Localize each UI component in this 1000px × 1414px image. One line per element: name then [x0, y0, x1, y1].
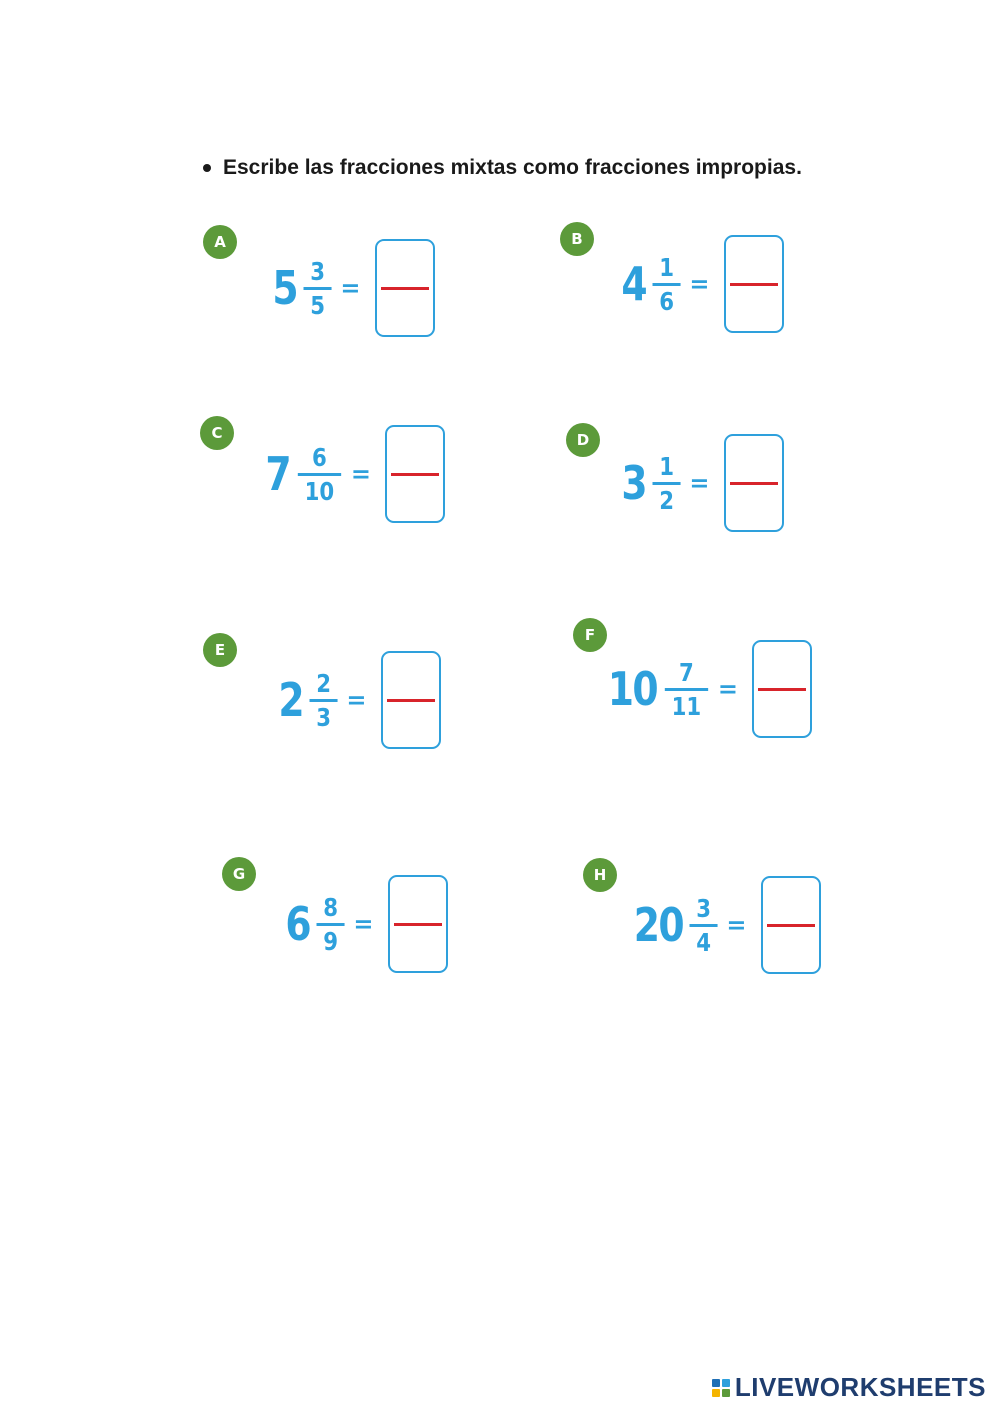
- exercise-e: [203, 633, 503, 763]
- numerator: 6: [312, 442, 327, 472]
- fraction: [317, 892, 345, 956]
- numerator: 1: [659, 451, 675, 481]
- mixed-fraction-expression: [280, 875, 448, 973]
- mixed-fraction-expression: [597, 640, 812, 738]
- equals-sign: =: [346, 686, 367, 714]
- denominator: 4: [696, 927, 712, 957]
- fraction: [298, 442, 341, 506]
- answer-input[interactable]: [761, 876, 821, 974]
- whole-number: 4: [621, 257, 647, 311]
- exercise-badge: G: [222, 857, 256, 891]
- numerator: 2: [316, 668, 332, 698]
- answer-fraction-line: [381, 287, 429, 290]
- mixed-fraction-expression: [616, 434, 784, 532]
- answer-input[interactable]: [381, 651, 441, 749]
- whole-number: 5: [272, 261, 298, 315]
- equals-sign: =: [726, 911, 747, 939]
- fraction: [653, 451, 681, 515]
- answer-input[interactable]: [375, 239, 435, 337]
- fraction: [310, 668, 338, 732]
- answer-input[interactable]: [385, 425, 445, 523]
- denominator: 9: [323, 926, 339, 956]
- exercise-a: [203, 225, 503, 355]
- equals-sign: =: [689, 270, 710, 298]
- answer-fraction-line: [394, 923, 442, 926]
- answer-fraction-line: [730, 482, 778, 485]
- denominator: 2: [659, 485, 675, 515]
- whole-number: 10: [607, 662, 658, 716]
- answer-input[interactable]: [388, 875, 448, 973]
- whole-number: 3: [621, 456, 647, 510]
- bullet-icon: [203, 164, 211, 172]
- logo-text: LIVEWORKSHEETS: [734, 1372, 986, 1402]
- denominator: 6: [659, 286, 675, 316]
- numerator: 3: [696, 893, 712, 923]
- mixed-fraction-expression: [260, 425, 445, 523]
- fraction: [665, 657, 708, 721]
- denominator: 3: [316, 702, 332, 732]
- equals-sign: =: [689, 469, 710, 497]
- fraction: [304, 256, 332, 320]
- exercise-badge: H: [583, 858, 617, 892]
- numerator: 1: [659, 252, 675, 282]
- answer-fraction-line: [730, 283, 778, 286]
- exercise-g: [222, 857, 522, 987]
- exercise-badge: B: [560, 222, 594, 256]
- exercise-badge: A: [203, 225, 237, 259]
- exercise-h: [583, 858, 883, 988]
- answer-input[interactable]: [724, 434, 784, 532]
- equals-sign: =: [340, 274, 361, 302]
- exercise-badge: D: [566, 423, 600, 457]
- exercise-b: [560, 222, 860, 352]
- whole-number: 7: [265, 447, 291, 501]
- exercise-c: [200, 416, 500, 546]
- whole-number: 2: [278, 673, 304, 727]
- numerator: 3: [310, 256, 326, 286]
- liveworksheets-logo[interactable]: [712, 1372, 986, 1403]
- numerator: 8: [323, 892, 339, 922]
- whole-number: 6: [285, 897, 311, 951]
- whole-number: 20: [633, 898, 684, 952]
- equals-sign: =: [717, 675, 738, 703]
- liveworksheets-grid-icon: [712, 1379, 730, 1397]
- instruction-text: Escribe las fracciones mixtas como fracciones impropias.: [223, 156, 802, 179]
- exercise-badge: F: [573, 618, 607, 652]
- mixed-fraction-expression: [273, 651, 441, 749]
- answer-input[interactable]: [724, 235, 784, 333]
- answer-fraction-line: [767, 924, 815, 927]
- answer-fraction-line: [391, 473, 439, 476]
- fraction: [690, 893, 718, 957]
- exercise-f: [573, 618, 873, 748]
- denominator: 5: [310, 290, 326, 320]
- denominator: 10: [304, 476, 335, 506]
- equals-sign: =: [350, 460, 371, 488]
- mixed-fraction-expression: [267, 239, 435, 337]
- equals-sign: =: [353, 910, 374, 938]
- exercise-d: [566, 423, 866, 553]
- answer-fraction-line: [387, 699, 435, 702]
- answer-input[interactable]: [752, 640, 812, 738]
- mixed-fraction-expression: [623, 876, 821, 974]
- numerator: 7: [679, 657, 694, 687]
- exercise-badge: C: [200, 416, 234, 450]
- denominator: 11: [671, 691, 702, 721]
- fraction: [653, 252, 681, 316]
- instruction: [203, 156, 802, 180]
- mixed-fraction-expression: [616, 235, 784, 333]
- answer-fraction-line: [758, 688, 806, 691]
- exercise-badge: E: [203, 633, 237, 667]
